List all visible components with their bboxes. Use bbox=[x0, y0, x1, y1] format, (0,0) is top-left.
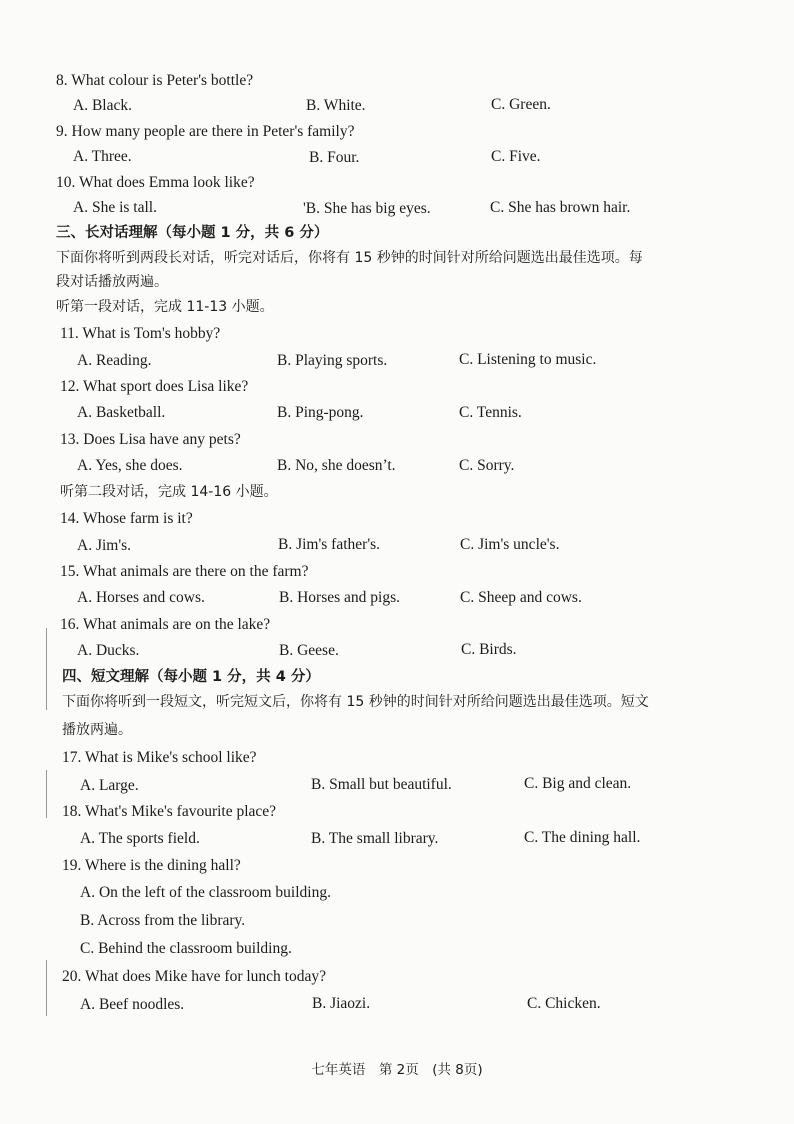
dialog-2-instruction: 听第二段对话，完成 14-16 小题。 bbox=[60, 484, 278, 500]
q8-option-b: B. White. bbox=[306, 97, 366, 114]
question-15: 15. What animals are there on the farm? bbox=[60, 563, 309, 580]
q13-option-a: A. Yes, she does. bbox=[77, 457, 183, 474]
q19-option-a: A. On the left of the classroom building. bbox=[80, 884, 331, 901]
q13-option-c: C. Sorry. bbox=[459, 457, 515, 474]
q8-option-c: C. Green. bbox=[491, 96, 551, 113]
q17-option-a: A. Large. bbox=[80, 777, 139, 794]
section-3-instruction: 下面你将听到两段长对话，听完对话后，你将有 15 秒钟的时间针对所给问题选出最佳选项。每 bbox=[56, 250, 643, 266]
q10-option-c: C. She has brown hair. bbox=[490, 199, 631, 216]
q9-option-b: B. Four. bbox=[309, 149, 360, 166]
q16-option-a: A. Ducks. bbox=[77, 642, 140, 659]
question-9: 9. How many people are there in Peter's family? bbox=[56, 123, 355, 140]
q9-option-c: C. Five. bbox=[491, 148, 541, 165]
question-18: 18. What's Mike's favourite place? bbox=[62, 803, 277, 820]
q17-option-b: B. Small but beautiful. bbox=[311, 776, 452, 793]
q16-option-b: B. Geese. bbox=[279, 642, 339, 659]
q15-option-b: B. Horses and pigs. bbox=[279, 589, 400, 606]
question-10: 10. What does Emma look like? bbox=[56, 174, 255, 191]
section-4-heading: 四、短文理解（每小题 1 分，共 4 分） bbox=[62, 669, 320, 685]
question-16: 16. What animals are on the lake? bbox=[60, 616, 271, 633]
question-13: 13. Does Lisa have any pets? bbox=[60, 431, 241, 448]
question-14: 14. Whose farm is it? bbox=[60, 510, 193, 527]
page-footer: 七年英语 第 2页 (共 8页) bbox=[311, 1062, 483, 1078]
binding-margin-line bbox=[46, 628, 47, 710]
q12-option-c: C. Tennis. bbox=[459, 404, 522, 421]
q10-option-a: A. She is tall. bbox=[73, 199, 157, 216]
q11-option-a: A. Reading. bbox=[77, 352, 152, 369]
q18-option-a: A. The sports field. bbox=[80, 830, 200, 847]
question-11: 11. What is Tom's hobby? bbox=[60, 325, 221, 342]
section-4-instruction: 下面你将听到一段短文，听完短文后，你将有 15 秒钟的时间针对所给问题选出最佳选项。短文 bbox=[62, 694, 649, 710]
q8-option-a: A. Black. bbox=[73, 97, 132, 114]
q17-option-c: C. Big and clean. bbox=[524, 775, 632, 792]
section-3-instruction-cont: 段对话播放两遍。 bbox=[56, 274, 168, 290]
binding-margin-line bbox=[46, 770, 47, 818]
question-12: 12. What sport does Lisa like? bbox=[60, 378, 249, 395]
q20-option-b: B. Jiaozi. bbox=[312, 995, 371, 1012]
q14-option-b: B. Jim's father's. bbox=[278, 536, 381, 553]
q18-option-c: C. The dining hall. bbox=[524, 829, 641, 846]
q14-option-a: A. Jim's. bbox=[77, 537, 132, 554]
q20-option-c: C. Chicken. bbox=[527, 995, 601, 1012]
question-8: 8. What colour is Peter's bottle? bbox=[56, 72, 254, 89]
section-3-heading: 三、长对话理解（每小题 1 分，共 6 分） bbox=[56, 225, 329, 241]
q15-option-a: A. Horses and cows. bbox=[77, 589, 205, 606]
q11-option-c: C. Listening to music. bbox=[459, 351, 597, 368]
q12-option-a: A. Basketball. bbox=[77, 404, 166, 421]
q9-option-a: A. Three. bbox=[73, 148, 132, 165]
question-20: 20. What does Mike have for lunch today? bbox=[62, 968, 326, 985]
q18-option-b: B. The small library. bbox=[311, 830, 439, 847]
q20-option-a: A. Beef noodles. bbox=[80, 996, 185, 1013]
q19-option-b: B. Across from the library. bbox=[80, 912, 246, 929]
q16-option-c: C. Birds. bbox=[461, 641, 517, 658]
q10-option-b: 'B. She has big eyes. bbox=[303, 200, 431, 217]
question-19: 19. Where is the dining hall? bbox=[62, 857, 241, 874]
question-17: 17. What is Mike's school like? bbox=[62, 749, 257, 766]
dialog-1-instruction: 听第一段对话，完成 11-13 小题。 bbox=[56, 299, 274, 315]
q11-option-b: B. Playing sports. bbox=[277, 352, 388, 369]
binding-margin-line bbox=[46, 960, 47, 1016]
q19-option-c: C. Behind the classroom building. bbox=[80, 940, 292, 957]
section-4-instruction-cont: 播放两遍。 bbox=[62, 722, 132, 738]
q14-option-c: C. Jim's uncle's. bbox=[460, 536, 560, 553]
q12-option-b: B. Ping-pong. bbox=[277, 404, 364, 421]
q15-option-c: C. Sheep and cows. bbox=[460, 589, 582, 606]
q13-option-b: B. No, she doesn’t. bbox=[277, 457, 396, 474]
